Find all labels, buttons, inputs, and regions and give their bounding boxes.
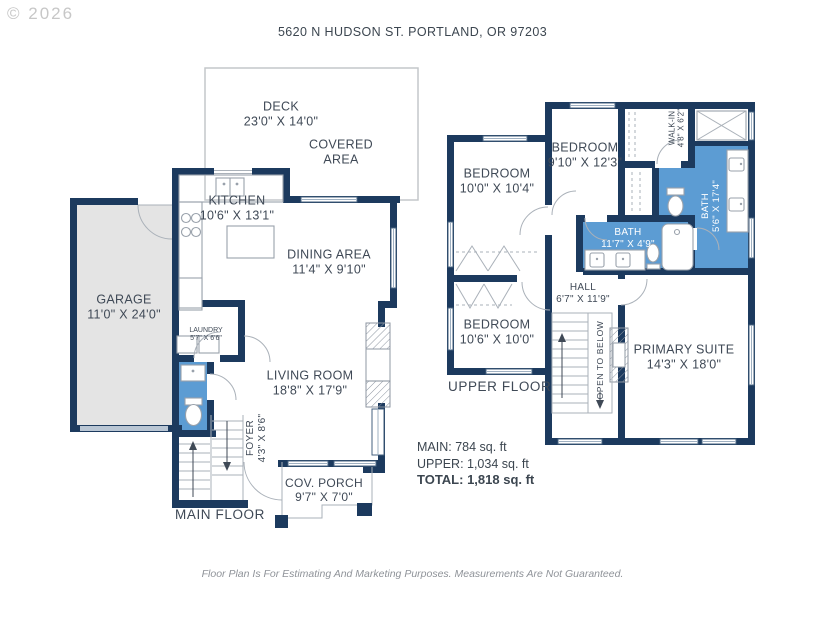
room-name: BEDROOM <box>551 140 619 155</box>
window <box>749 112 754 140</box>
room-label-porch <box>285 476 363 504</box>
area-summary <box>417 439 534 489</box>
room-label-garage <box>87 292 161 322</box>
room-name: GARAGE <box>96 292 152 307</box>
sink-icon <box>616 253 630 267</box>
sink-icon <box>729 198 744 211</box>
window <box>288 461 328 466</box>
room-label-walk-in <box>668 109 687 148</box>
door-arc <box>520 207 548 235</box>
room-name: DINING AREA <box>287 247 371 262</box>
copyright-watermark: © 2026 <box>7 4 75 23</box>
room-name: BATH <box>699 193 711 219</box>
room-label-bath-hall <box>601 227 655 251</box>
room-name: HALL <box>569 282 597 294</box>
room-dims: 11'0" X 24'0" <box>87 307 161 321</box>
room-dims: 5'6" X 17'4" <box>711 179 722 233</box>
room-name: WALK-IN <box>667 110 677 146</box>
room-label-primary-suite <box>634 342 735 372</box>
closet-bifold-icon <box>456 284 512 308</box>
main-sqft: MAIN: 784 sq. ft <box>417 440 507 454</box>
room-dims: 10'6" X 10'0" <box>459 332 535 346</box>
window <box>391 228 396 288</box>
window <box>448 308 453 350</box>
room-name: BATH <box>614 227 642 239</box>
room-dims: 10'0" X 10'4" <box>459 181 535 195</box>
room-name: KITCHEN <box>208 193 266 208</box>
room-name: COV. PORCH <box>285 475 363 490</box>
room-label-bath-long <box>700 180 722 232</box>
room-label-foyer <box>245 414 269 463</box>
window <box>448 222 453 267</box>
window <box>558 439 602 444</box>
garage-door-line <box>80 426 168 431</box>
window <box>749 325 754 385</box>
sink-icon <box>729 158 744 171</box>
room-dims: 9'10" X 12'3" <box>547 155 623 169</box>
door-arc <box>552 191 576 215</box>
room-label-living <box>267 368 354 398</box>
toilet-icon <box>185 398 202 426</box>
shower-icon <box>697 111 746 140</box>
room-label-bedroom-n <box>548 140 623 170</box>
window <box>702 439 736 444</box>
room-label-dining <box>287 247 371 277</box>
room-name: BEDROOM <box>463 166 531 181</box>
total-sqft: TOTAL: 1,818 sq. ft <box>417 472 535 487</box>
window <box>372 409 384 455</box>
window <box>749 218 754 258</box>
window <box>660 439 698 444</box>
room-dims: 4'3" X 8'6" <box>257 413 268 463</box>
door-arc <box>244 336 270 362</box>
room-name: LAUNDRY <box>189 326 223 334</box>
room-dims: 23'0" X 14'0" <box>243 114 319 128</box>
window <box>483 136 527 141</box>
closet-bifold-icon <box>456 246 538 271</box>
porch-post <box>357 503 372 516</box>
room-label-deck <box>244 99 319 129</box>
room-name: LIVING ROOM <box>266 368 354 383</box>
room-name: DECK <box>263 99 299 114</box>
room-dims: 11'7" X 4'9" <box>601 239 655 250</box>
main-floor-label: MAIN FLOOR <box>175 507 266 522</box>
porch-post <box>275 515 288 528</box>
room-name: FOYER <box>245 420 257 456</box>
room-dims: 4'8" X 6'2" <box>677 108 686 148</box>
room-name: OPEN TO BELOW <box>594 320 605 400</box>
room-name: PRIMARY SUITE <box>633 342 735 357</box>
bathroom-sink-icon <box>181 365 205 381</box>
chimney-hatch <box>610 328 628 382</box>
room-dims: 9'7" X 7'0" <box>295 490 353 504</box>
room-label-bedroom-nw <box>460 166 535 196</box>
toilet-icon <box>667 188 684 216</box>
room-name: COVERED AREA <box>309 137 373 166</box>
room-name: BEDROOM <box>463 317 531 332</box>
kitchen-island <box>227 226 274 258</box>
room-label-covered-area <box>295 137 387 167</box>
room-dims: 10'6" X 13'1" <box>199 208 275 222</box>
window <box>570 103 615 108</box>
room-label-kitchen <box>200 193 275 223</box>
room-dims: 18'8" X 17'9" <box>272 383 348 397</box>
room-dims: 11'4" X 9'10" <box>292 262 366 276</box>
fridge-icon <box>179 278 202 308</box>
living-room-bay-window <box>366 323 390 407</box>
sink-icon <box>590 253 604 267</box>
front-door-arc <box>244 462 282 500</box>
room-label-hall <box>556 282 610 306</box>
room-label-bedroom-sw <box>460 317 535 347</box>
room-dims: 14'3" X 18'0" <box>646 357 722 371</box>
stove-burners-icon <box>182 214 201 237</box>
room-dims: 5'7" X 6'6" <box>190 335 222 342</box>
window <box>334 461 376 466</box>
window <box>301 197 357 202</box>
bathtub-icon <box>662 224 693 270</box>
disclaimer-text: Floor Plan Is For Estimating And Marketing Purposes. Measurements Are Not Guaranteed. <box>201 568 624 580</box>
room-label-laundry <box>189 327 222 344</box>
room-dims: 6'7" X 11'9" <box>556 294 610 305</box>
upper-floor-label: UPPER FLOOR <box>448 379 552 394</box>
upper-sqft: UPPER: 1,034 sq. ft <box>417 456 529 471</box>
window <box>486 369 532 374</box>
page-title: 5620 N HUDSON ST. PORTLAND, OR 97203 <box>277 25 548 39</box>
room-label-open-to-below <box>595 321 605 400</box>
